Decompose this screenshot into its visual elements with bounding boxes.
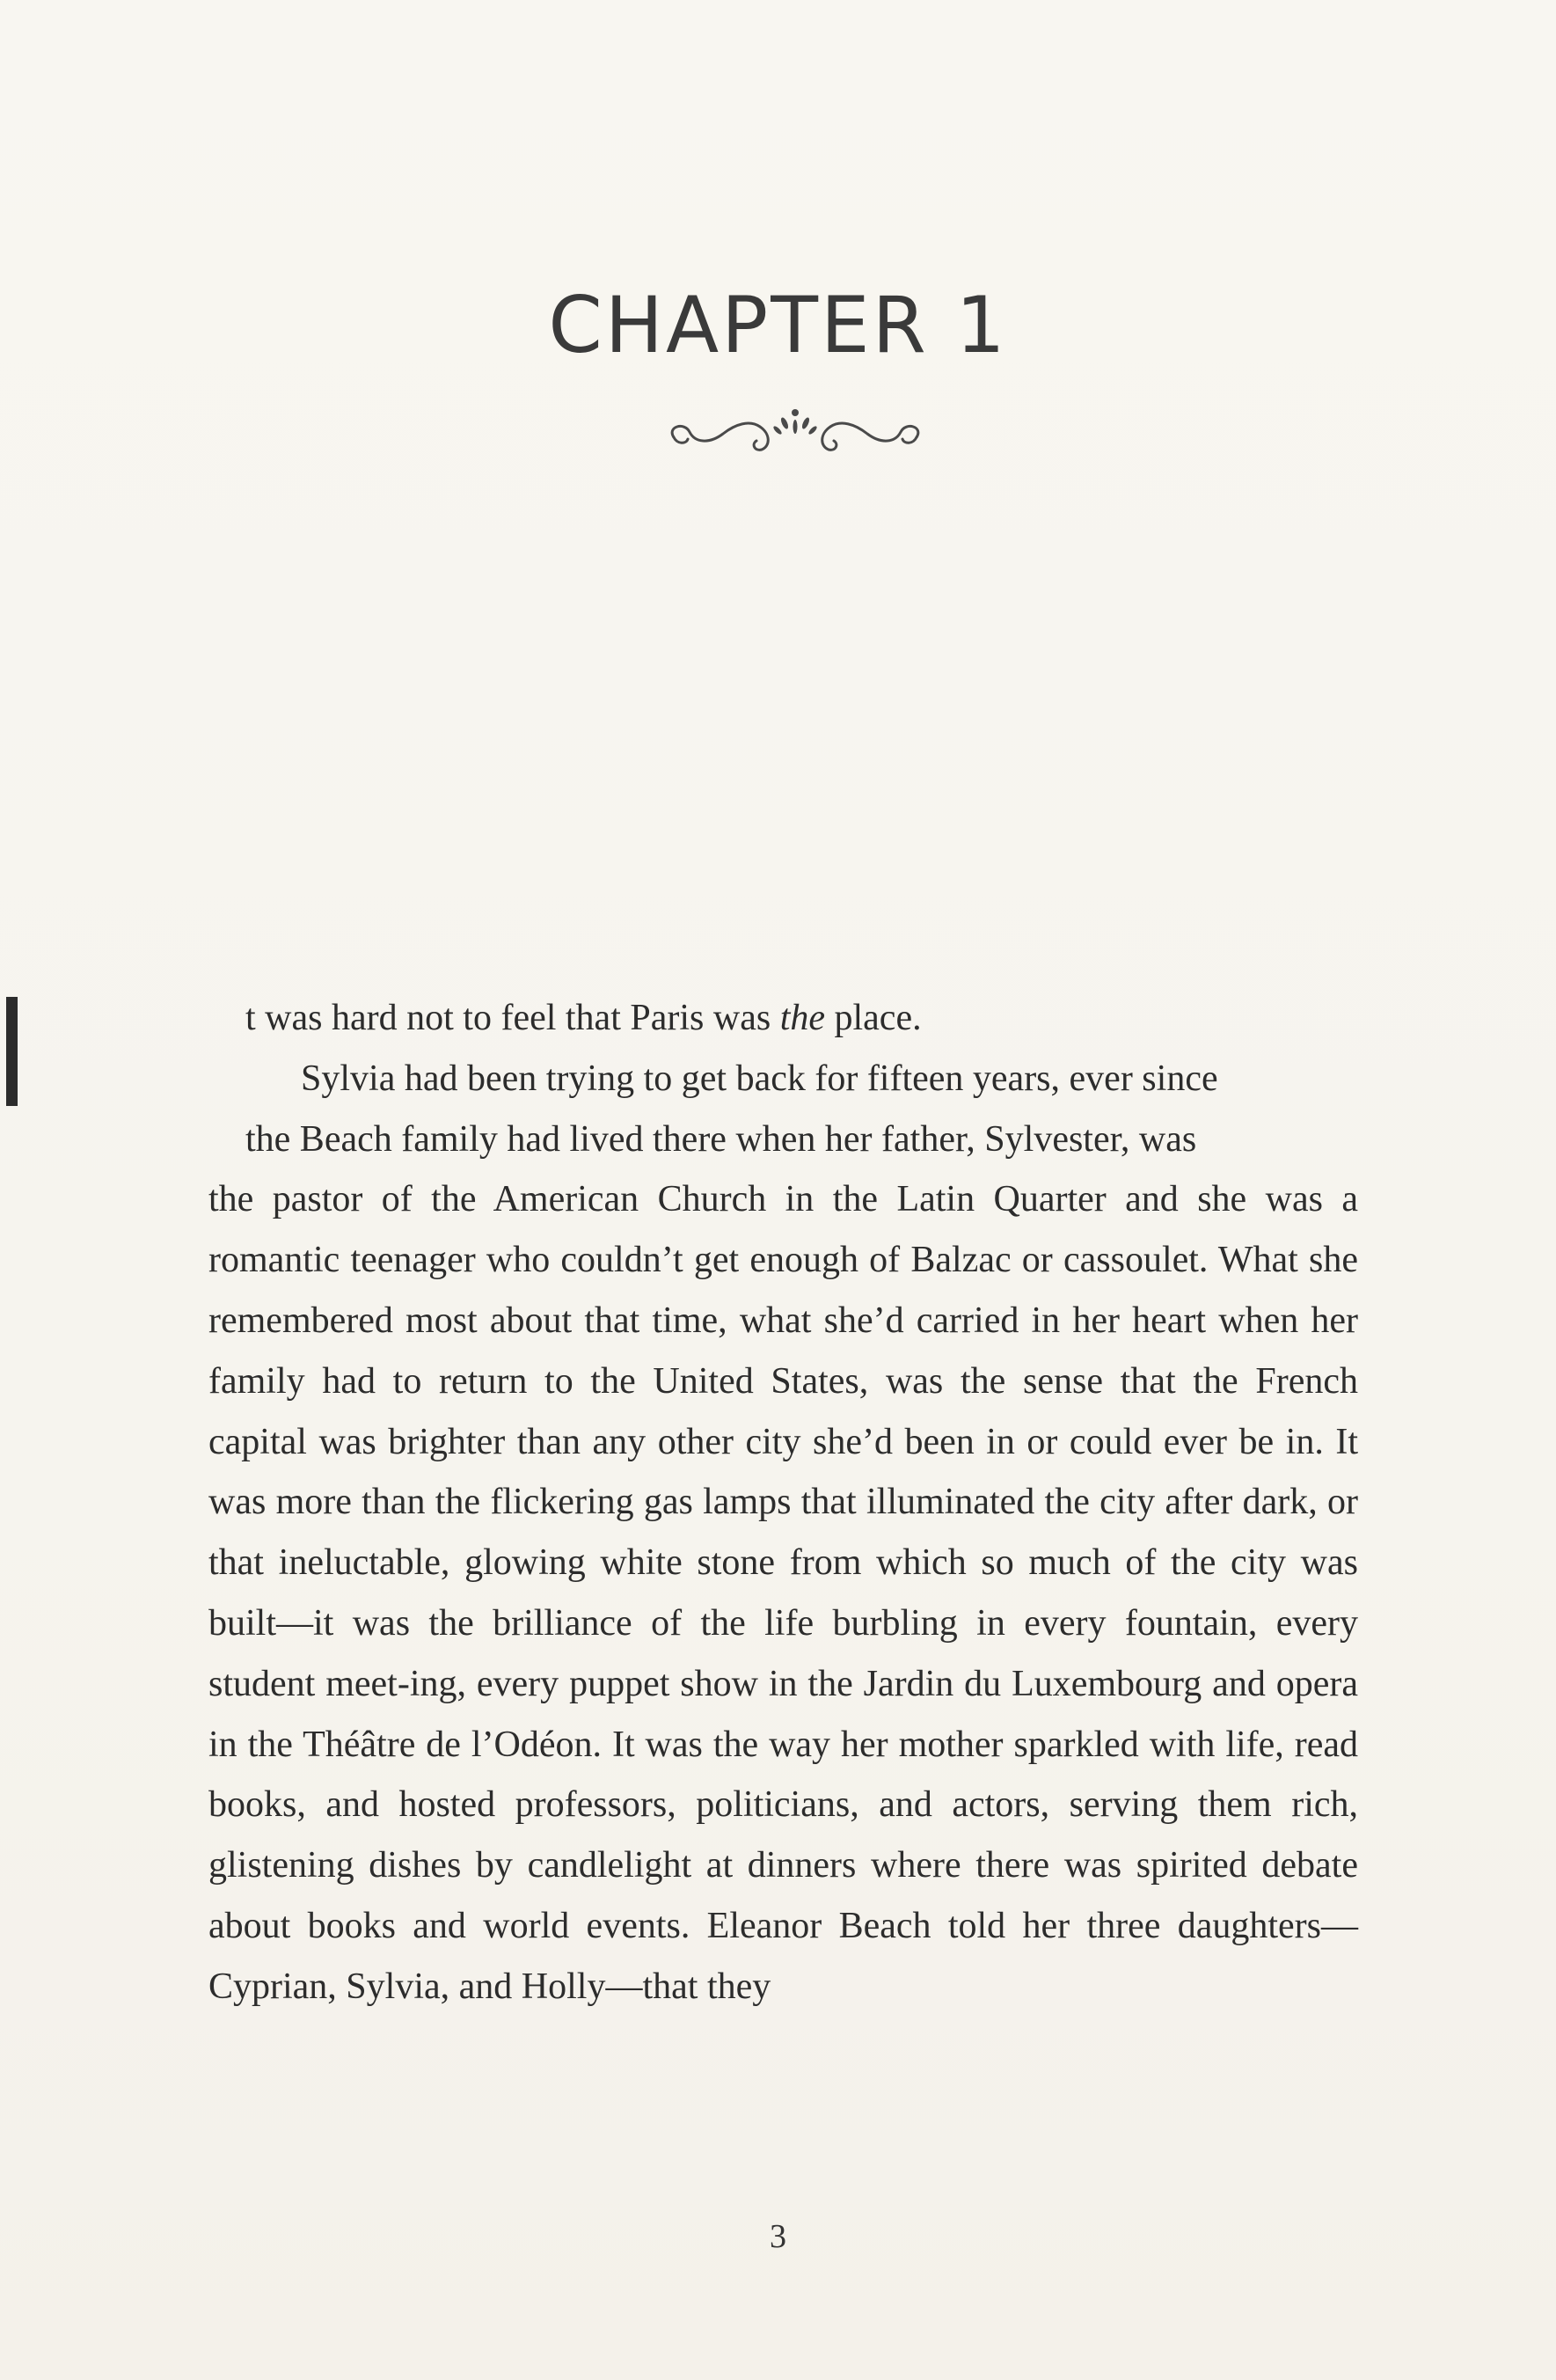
flourish-ornament-icon: [654, 400, 936, 462]
chapter-title: CHAPTER 1: [548, 280, 1008, 370]
paragraph-2: [208, 1049, 1358, 2018]
chapter-body-text: [208, 988, 1358, 2018]
paragraph-2-rest: the pastor of the American Church in the Latin Quarter and she was a romantic teenager who couldn’t get enough of Balzac or cassoulet. What she remembered most about that time, what she’d carried in her heart when her family had to return to the United States, was the sense that the French capital was brighter than any other city she’d been in or could ever be in. It was more than the flickering gas lamps that illuminated the city after dark, or that ineluctable, glowing white stone from which so much of the city was built—it was the brilliance of the life burbling in every fountain, every student meet-ing, every puppet show in the Jardin du Luxembourg and opera in the Théâtre de l’Odéon. It was the way her mother sparkled with life, read books, and hosted professors, politicians, and actors, serving them rich, glistening dishes by candlelight at dinners where there was spirited debate about books and world events. Eleanor Beach told her three daughters—Cyprian, Sylvia, and Holly—that they: [208, 1179, 1358, 2007]
page-number: 3: [770, 2218, 786, 2255]
paragraph-2-line-1: Sylvia had been trying to get back for fifteen years, ever since: [301, 1058, 1218, 1099]
paragraph-1-text: t was hard not to feel that Paris was: [245, 998, 780, 1038]
drop-cap-letter: [6, 997, 18, 1106]
paragraph-2-line-2: the Beach family had lived there when her father, Sylvester, was: [245, 1118, 1197, 1160]
paragraph-1-line: [208, 988, 1358, 1049]
paragraph-1: [208, 988, 1358, 1049]
emphasized-word: the: [779, 998, 825, 1038]
paragraph-1-text-end: place.: [825, 998, 922, 1038]
